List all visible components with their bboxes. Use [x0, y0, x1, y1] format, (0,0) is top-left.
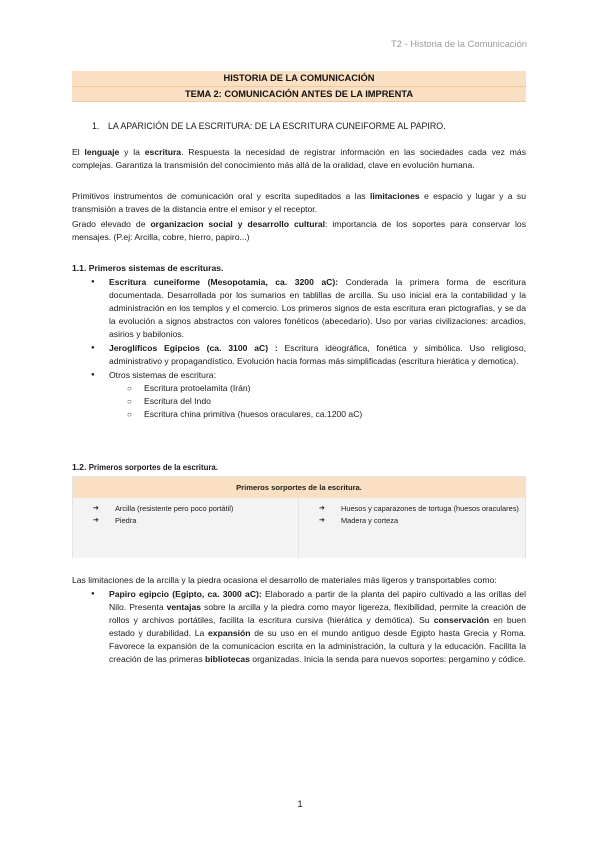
page-number: 1: [297, 799, 303, 810]
bold-term: lenguaje: [84, 147, 120, 157]
list-item: [72, 369, 526, 421]
papyrus-list: [72, 588, 526, 667]
subsection-title-text: Primeros sorportes de la escritura.: [88, 463, 218, 472]
bold-term: organizacion social y desarrollo cultural: [150, 219, 326, 229]
sub-list-item: ○ Escritura protoelamita (Irán): [109, 382, 526, 395]
intro-paragraph-3: [72, 218, 526, 244]
bold-term: conservación: [433, 615, 490, 625]
subsection-title-1-2: [72, 461, 526, 474]
table-item: ➔ Huesos y caparazones de tortuga (huesos oraculares): [319, 503, 525, 515]
writing-systems-list: [72, 276, 526, 422]
table-body: [73, 498, 525, 558]
section-heading: [92, 120, 446, 133]
text-run: organizadas. Inicia la senda para nuevos soportes: pergamino y códice.: [249, 654, 526, 664]
text-run: Elaborado a partir de la planta del papiro cultivado a las orillas del Nilo. Presenta: [109, 589, 526, 612]
other-systems-list: [109, 382, 526, 421]
section-number: 1.: [92, 121, 100, 131]
item-text: Escritura ideográfica, fonética y simbólica. Uso religioso, administrativo y propagandístico. Evolución hacia formas más simplificadas (escritura hierática y demotica).: [109, 343, 527, 366]
text-run: . Respuesta la necesidad de registrar información en las sociedades cada vez más complejas. Garantiza la transmisión del conocimiento más allá de la oralidad, clave en evolución humana.: [72, 147, 526, 170]
bold-term: ventajas: [166, 602, 202, 612]
text-run: : importancia de los soportes para conservar los mensajes. (P.ej: Arcilla, cobre, hierro, papiro...): [72, 219, 526, 242]
list-item: [72, 342, 526, 368]
text-run: en buen estado y durabilidad. La: [109, 615, 526, 638]
text-run: sobre la arcilla y la piedra como mayor ligereza, flexibilidad, permite la creación de rollos y archivos portátiles, facilita la escritura cursiva (hierática y demótica). Su: [109, 602, 526, 625]
text-run: e espacio y lugar y a su transmisión a traves de la distancia entre el emisor y el receptor.: [72, 191, 526, 214]
text-run: Grado elevado de: [72, 219, 151, 229]
table-item: ➔ Arcilla (resistente pero poco portátil): [93, 503, 298, 515]
text-run: de su uso en el mundo antiguo desde Egipto hasta Grecia y Roma. Favorece la expansión de la comunicacion escrita en la administración, la cultura y la educación. Facilita la creación de las primeras: [109, 628, 526, 664]
intro-paragraph-2: [72, 190, 526, 216]
bold-term: escritura: [144, 147, 182, 157]
item-text: Otros sistemas de escritura:: [109, 370, 216, 380]
bold-term: limitaciones: [369, 191, 420, 201]
supports-table: [72, 476, 526, 558]
intro-paragraph-1: [72, 146, 526, 172]
table-column-left: [73, 498, 299, 558]
sub-list-item: ○ Escritura del Indo: [109, 395, 526, 408]
subsection-title-1-1: 1.1. Primeros sistemas de escrituras.: [72, 263, 224, 273]
item-text: Conderada la primera forma de escritura documentada. Desarrollada por los sumarios en tablillas de arcilla. Su uso inicial era la contabilidad y la administración en los templos y el comercio. Los primeros signos de esta escritura eran pictografías, y se da la evolución a signos abstractos con valores fonéticos (abecedario). Uso por varias civilizaciones: arcadios, asirios y babilonios.: [109, 277, 526, 339]
table-header: Primeros sorportes de la escritura.: [73, 477, 525, 498]
item-label: Jeroglíficos Egipcios (ca. 3100 aC) :: [109, 343, 278, 353]
table-column-right: [299, 498, 525, 558]
table-item: ➔ Madera y corteza: [319, 515, 525, 527]
running-header: T2 - Historia de la Comunicación: [391, 38, 527, 49]
document-title: HISTORIA DE LA COMUNICACIÓN: [72, 71, 526, 86]
sub-list-item: ○ Escritura china primitiva (huesos oraculares, ca.1200 aC): [109, 408, 526, 421]
text-run: Primitivos instrumentos de comunicación oral y escrita supeditados a las: [72, 191, 370, 201]
list-item: [72, 276, 526, 341]
topic-title: TEMA 2: COMUNICACIÓN ANTES DE LA IMPRENTA: [72, 86, 526, 102]
item-label: Papiro egipcio (Egipto, ca. 3000 aC):: [109, 589, 262, 599]
item-label: Escritura cuneiforme (Mesopotamia, ca. 3200 aC):: [109, 277, 339, 287]
section-heading-text: LA APARICIÓN DE LA ESCRITURA: DE LA ESCRITURA CUNEIFORME AL PAPIRO.: [108, 121, 446, 131]
subsection-number: 1.2.: [72, 462, 89, 472]
bold-term: bibliotecas: [205, 654, 250, 664]
bold-term: expansión: [208, 628, 251, 638]
list-item: [72, 588, 526, 666]
transition-paragraph: Las limitaciones de la arcilla y la piedra ocasiona el desarrollo de materiales más ligeros y transportables como:: [72, 575, 497, 585]
text-run: y la: [119, 147, 145, 157]
table-item: ➔ Piedra: [93, 515, 298, 527]
text-run: El: [72, 147, 85, 157]
